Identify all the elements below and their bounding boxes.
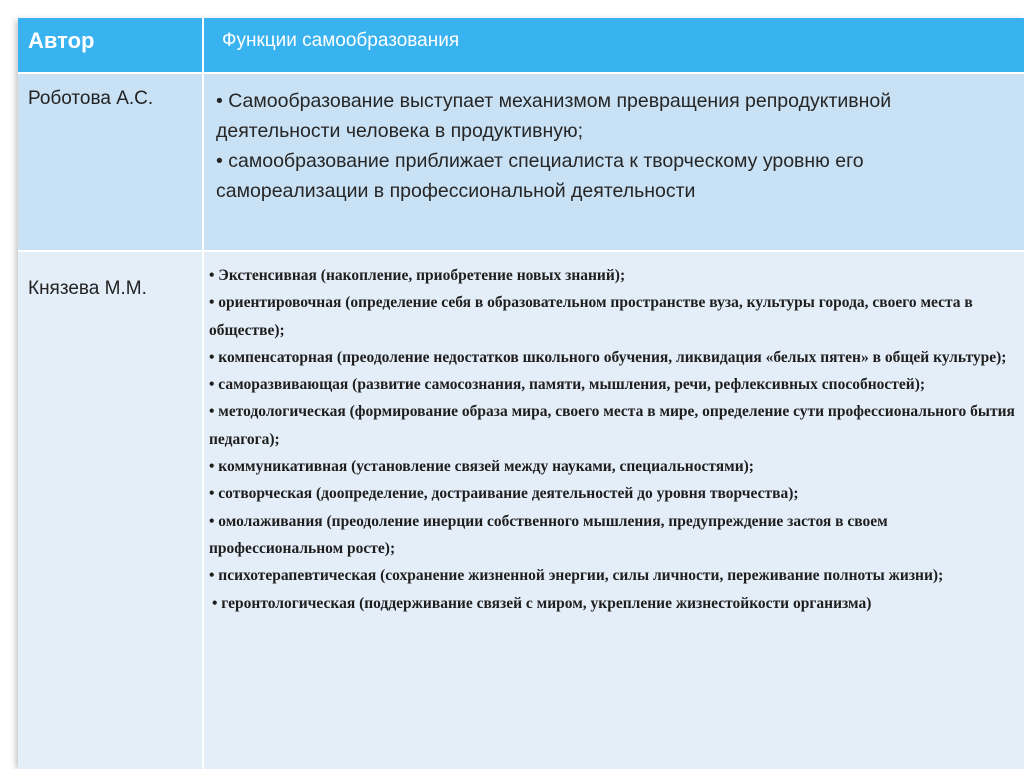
functions-cell bbox=[204, 252, 1024, 769]
functions-table bbox=[18, 18, 1024, 767]
functions-list bbox=[216, 86, 1014, 206]
list-item: • омолаживания (преодоление инерции собственного мышления, предупреждение застоя в своем профессиональном росте); bbox=[209, 512, 888, 557]
author-name: Роботова А.С. bbox=[28, 88, 154, 109]
table-header bbox=[18, 18, 1024, 72]
functions-cell bbox=[204, 74, 1024, 252]
author-cell bbox=[18, 74, 204, 252]
list-item: • Самообразование выступает механизмом превращения репродуктивной деятельности человека в продуктивную; bbox=[216, 90, 892, 142]
list-item: • геронтологическая (поддерживание связей с миром, укрепление жизнестойкости организма) bbox=[212, 594, 872, 612]
author-cell bbox=[18, 252, 204, 769]
table-row bbox=[18, 72, 1024, 252]
functions-list bbox=[209, 262, 1016, 617]
header-author-label: Автор bbox=[28, 28, 95, 53]
header-functions-label: Функции самообразования bbox=[222, 30, 460, 51]
author-name: Князева М.М. bbox=[28, 278, 147, 299]
list-item: • Экстенсивная (накопление, приобретение новых знаний); bbox=[209, 267, 626, 284]
list-item: • самообразование приближает специалиста к творческому уровню его самореализации в профессиональной деятельности bbox=[216, 150, 864, 202]
list-item: • методологическая (формирование образа мира, своего места в мире, определение сути профессионального бытия педагога); bbox=[209, 403, 1015, 448]
list-item: • коммуникативная (установление связей между науками, специальностями); bbox=[209, 458, 754, 476]
header-cell-author bbox=[18, 18, 204, 72]
list-item: • компенсаторная (преодоление недостатков школьного обучения, ликвидация «белых пятен» в общей культуре); bbox=[209, 348, 1007, 366]
list-item: • ориентировочная (определение себя в образовательном пространстве вуза, культуры города, своего места в обществе); bbox=[209, 294, 973, 339]
table-row bbox=[18, 250, 1024, 769]
list-item: • психотерапевтическая (сохранение жизненной энергии, силы личности, переживание полноты жизни); bbox=[209, 567, 944, 585]
list-item: • саморазвивающая (развитие самосознания, памяти, мышления, речи, рефлексивных способностей); bbox=[209, 376, 926, 394]
list-item: • сотворческая (доопределение, достраивание деятельностей до уровня творчества); bbox=[209, 485, 799, 503]
header-cell-functions bbox=[204, 18, 1024, 72]
